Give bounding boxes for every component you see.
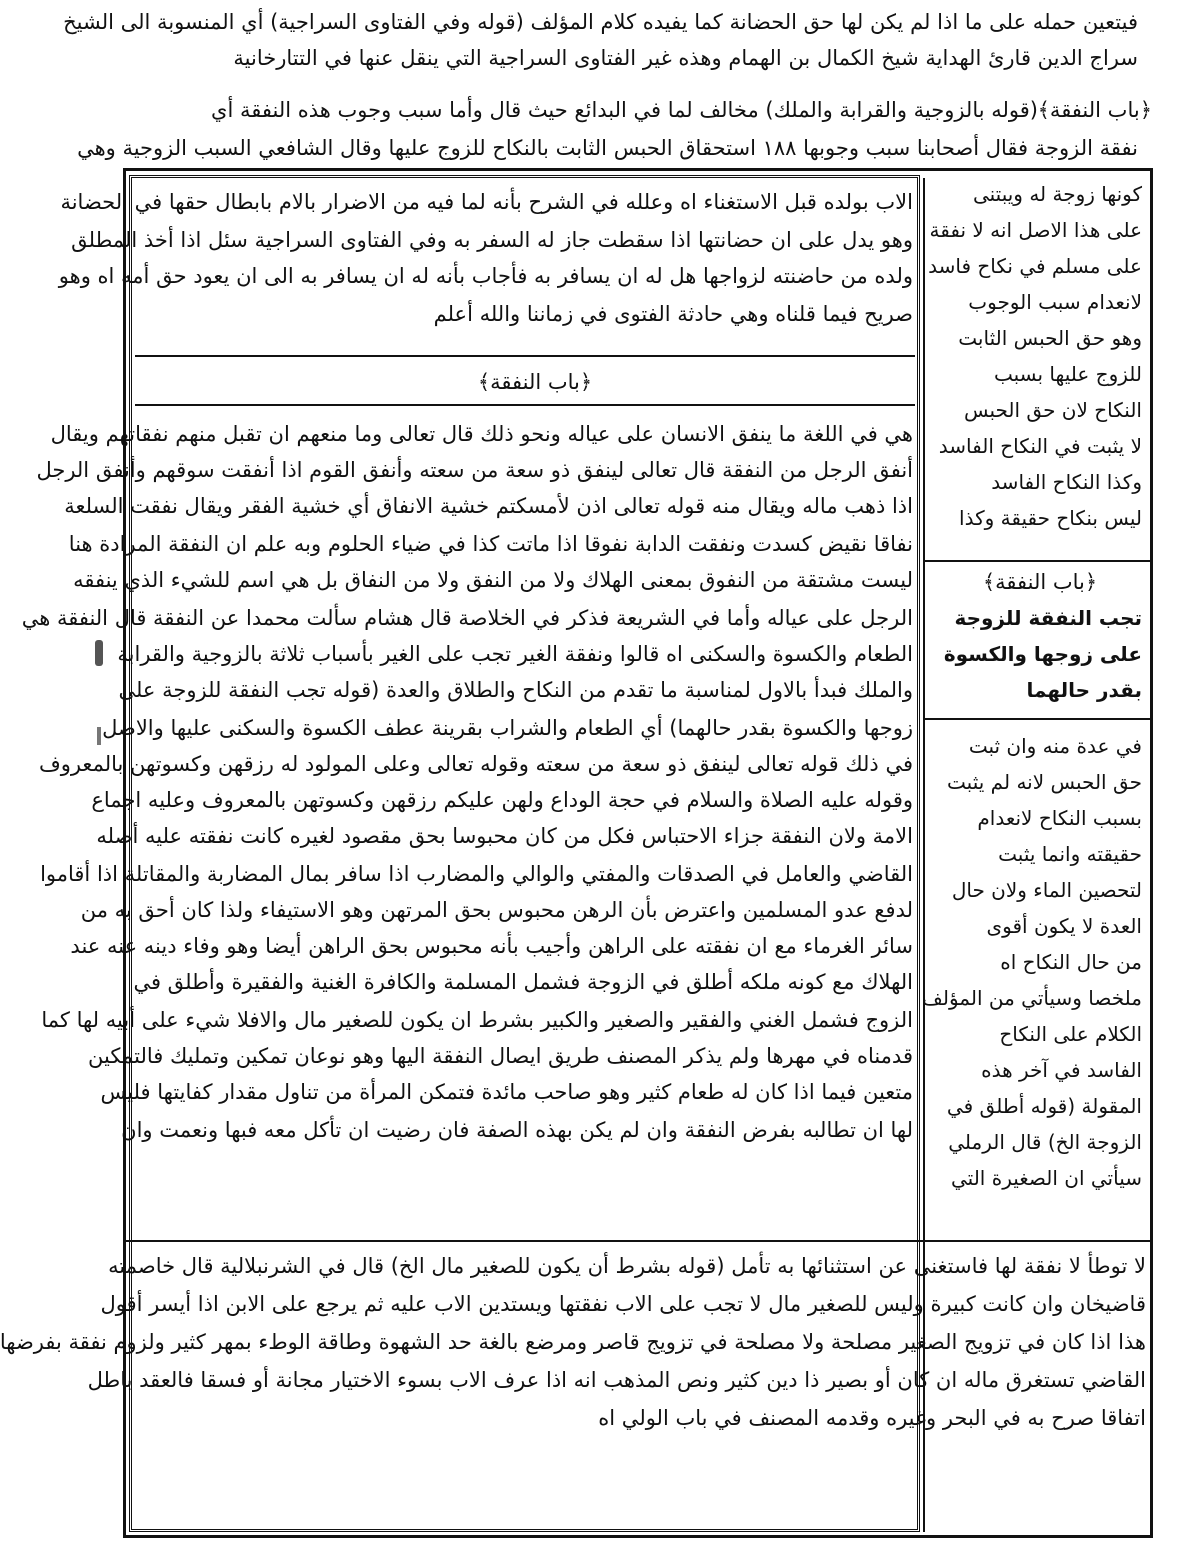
side-commentary-line: لانعدام سبب الوجوب [968, 290, 1142, 314]
matn-line: تجب النفقة للزوجة [954, 606, 1142, 630]
main-text-line: الامة ولان النفقة جزاء الاحتباس فكل من كان محبوسا بحق مقصود لغيره كانت نفقته عليه أصله [96, 824, 913, 848]
side-commentary-line: العدة لا يكون أقوى [986, 914, 1142, 938]
main-text-line: أنفق الرجل من النفقة قال تعالى لينفق ذو سعة من سعته وأنفق القوم اذا أنفقت سوقهم وأنفق الرجل [36, 458, 913, 482]
side-commentary-line: على هذا الاصل انه لا نفقة [929, 218, 1142, 242]
side-commentary-line: ليس بنكاح حقيقة وكذا [959, 506, 1142, 530]
side-commentary-line: سيأتي ان الصغيرة التي [951, 1166, 1142, 1190]
inner-upper-line: الاب بولده قبل الاستغناء اه وعلله في الشرح بأنه لما فيه من الاضرار بالام بابطال حقها في الحضانة [60, 190, 913, 214]
side-commentary-line: لا يثبت في النكاح الفاسد [938, 434, 1142, 458]
side-commentary-line: حقيقته وانما يثبت [998, 842, 1142, 866]
bottom-commentary-line: اتفاقا صرح به في البحر وغيره وقدمه المصنف في باب الولي اه [598, 1406, 1146, 1430]
top-commentary-line: نفقة الزوجة فقال أصحابنا سبب وجوبها ١٨٨ استحقاق الحبس الثابت بالنكاح للزوج عليها وقال الشافعي السبب الزوجية وهي [77, 136, 1138, 160]
main-text-line: الزوج فشمل الغني والفقير والصغير والكبير بشرط ان يكون للصغير مال والافلا شيء على أبيه لها كما [41, 1008, 913, 1032]
top-commentary-line: فيتعين حمله على ما اذا لم يكن لها حق الحضانة كما يفيده كلام المؤلف (قوله وفي الفتاوى السراجية) أي المنسوبة الى الشيخ [63, 10, 1138, 34]
inner-chapter-heading: ﴿باب النفقة﴾ [477, 370, 593, 394]
side-commentary-line: على مسلم في نكاح فاسد [928, 254, 1142, 278]
section-divider [135, 404, 915, 406]
main-text-line: لدفع عدو المسلمين واعترض بأن الرهن محبوس بحق المرتهن وهو الاستيفاء ولذا كان أحق به من [80, 898, 913, 922]
main-text-line: نفاقا نقيض كسدت ونفقت الدابة نفوقا اذا ماتت كذا في ضياء الحلوم وبه علم ان النفقة المرادة هنا [68, 532, 913, 556]
bottom-commentary-line: القاضي تستغرق ماله ان كان أو بصير ذا دين كثير ونص المذهب انه اذا عرف الاب بسوء الاختيار مجانة أو فسقا فالعقد باطل [87, 1368, 1146, 1392]
section-divider [135, 355, 915, 357]
margin-scan-mark [95, 640, 103, 666]
main-text-line: القاضي والعامل في الصدقات والمفتي والوالي والمضارب اذا سافر بمال المضاربة والمقاتلة اذا أقاموا [40, 862, 913, 886]
side-commentary-line: وهو حق الحبس الثابت [958, 326, 1142, 350]
side-commentary-line: وكذا النكاح الفاسد [991, 470, 1142, 494]
side-commentary-line: من حال النكاح اه [1000, 950, 1142, 974]
main-text-line: لها ان تطالبه بفرض النفقة وان لم يكن بهذه الصفة فان رضيت ان تأكل معه فبها ونعمت وان [121, 1118, 913, 1142]
side-commentary-line: للزوج عليها بسبب [993, 362, 1142, 386]
top-commentary-line: سراج الدين قارئ الهداية شيخ الكمال بن الهمام وهذه غير الفتاوى السراجية التي ينقل عنها في التتارخانية [233, 46, 1138, 70]
side-commentary-line: بسبب النكاح لانعدام [977, 806, 1142, 830]
side-commentary-line: المقولة (قوله أطلق في [946, 1094, 1142, 1118]
main-text-line: والملك فبدأ بالاول لمناسبة ما تقدم من النكاح والطلاق والعدة (قوله تجب النفقة للزوجة على [118, 678, 913, 702]
side-commentary-line: لتحصين الماء ولان حال [951, 878, 1142, 902]
bottom-commentary-line: قاضيخان وان كانت كبيرة وليس للصغير مال لا تجب على الاب نفقتها ويستدين الاب عليه ثم يرجع على الابن اذا أيسر أقول [100, 1292, 1146, 1316]
side-commentary-line: ملخصا وسيأتي من المؤلف [922, 986, 1142, 1010]
main-text-line: في ذلك قوله تعالى لينفق ذو سعة من سعته وقوله تعالى وعلى المولود له رزقهن وكسوتهن بالمعروف [38, 752, 913, 776]
side-commentary-line: الكلام على النكاح [999, 1022, 1142, 1046]
margin-scan-mark [97, 727, 101, 745]
side-commentary-line: الفاسد في آخر هذه [981, 1058, 1142, 1082]
inner-upper-line: وهو يدل على ان حضانتها اذا سقطت جاز له السفر به وفي الفتاوى السراجية سئل اذا أخذ المطلق [71, 228, 913, 252]
inner-upper-line: صريح فيما قلناه وهي حادثة الفتوى في زماننا والله أعلم [433, 302, 913, 326]
main-text-line: وقوله عليه الصلاة والسلام في حجة الوداع ولهن عليكم رزقهن وكسوتهن بالمعروف وعليه اجماع [91, 788, 913, 812]
main-text-line: اذا ذهب ماله ويقال منه قوله تعالى اذن لأمسكتم خشية الانفاق أي خشية الفقر ويقال نفقت السلعة [64, 494, 913, 518]
matn-line: على زوجها والكسوة [943, 642, 1142, 666]
bottom-commentary-line: هذا اذا كان في تزويج الصغير مصلحة ولا مصلحة في تزويج قاصر ومرضع بالغة حد الشهوة وطاقة الوطء بمهر كثير ولزوم نفقة بفرضها [0, 1330, 1146, 1354]
side-chapter-heading: ﴿باب النفقة﴾ [982, 570, 1098, 594]
side-divider [925, 718, 1151, 720]
main-text-line: الطعام والكسوة والسكنى اه قالوا ونفقة الغير تجب على الغير بأسباب ثلاثة بالزوجية والقرابة [117, 642, 913, 666]
main-text-line: ليست مشتقة من النفوق بمعنى الهلاك ولا من النفق ولا من النفاق بل هي اسم للشيء الذي ينفقه [73, 568, 913, 592]
top-chapter-heading: ﴿باب النفقة﴾ [1037, 98, 1152, 122]
top-commentary-line: (قوله بالزوجية والقرابة والملك) مخالف لما في البدائع حيث قال وأما سبب وجوب هذه النفقة أي [211, 98, 1038, 122]
side-commentary-line: النكاح لان حق الحبس [963, 398, 1142, 422]
side-commentary-line: الزوجة الخ) قال الرملي [948, 1130, 1142, 1154]
main-text-line: الرجل على عياله وأما في الشريعة فذكر في الخلاصة قال هشام سألت محمدا عن النفقة قال النفقة هي [21, 606, 913, 630]
bottom-commentary-line: لا توطأ لا نفقة لها فاستغنى عن استثنائها به تأمل (قوله بشرط أن يكون للصغير مال الخ) قال في الشرنبلالية قال خاصمته [108, 1254, 1146, 1278]
main-text-line: زوجها والكسوة بقدر حالهما) أي الطعام والشراب بقرينة عطف الكسوة والسكنى عليها والاصل [102, 716, 913, 740]
side-commentary-line: حق الحبس لانه لم يثبت [947, 770, 1142, 794]
side-divider [925, 560, 1151, 562]
side-commentary-line: في عدة منه وان ثبت [968, 734, 1142, 758]
side-commentary-line: كونها زوجة له ويبتنى [972, 182, 1142, 206]
matn-line: بقدر حالهما [1026, 678, 1142, 702]
main-text-line: هي في اللغة ما ينفق الانسان على عياله ونحو ذلك قال تعالى وما منعهم ان تقبل منهم نفقاتهم ويقال [50, 422, 913, 446]
main-text-line: متعين فيما اذا كان له طعام كثير وهو صاحب مائدة فتمكن المرأة من تناول مقدار كفايتها فليس [100, 1080, 913, 1104]
inner-upper-line: ولده من حاضنته لزواجها هل له ان يسافر به فأجاب بأنه له ان يسافر به الى ان يعود حق أمه اه وهو [58, 264, 913, 288]
main-text-line: الهلاك مع كونه ملكه أطلق في الزوجة فشمل المسلمة والكافرة الغنية والفقيرة وأطلق في [133, 970, 913, 994]
main-text-line: قدمناه في مهرها ولم يذكر المصنف طريق ايصال النفقة اليها وهو نوعان تمكين وتمليك فالتمكين [88, 1044, 913, 1068]
main-text-line: سائر الغرماء مع ان نفقته على الراهن وأجيب بأنه محبوس بحق الراهن أيضا وهو وفاء دينه عنه عند [70, 934, 913, 958]
bottom-divider [125, 1240, 1151, 1242]
